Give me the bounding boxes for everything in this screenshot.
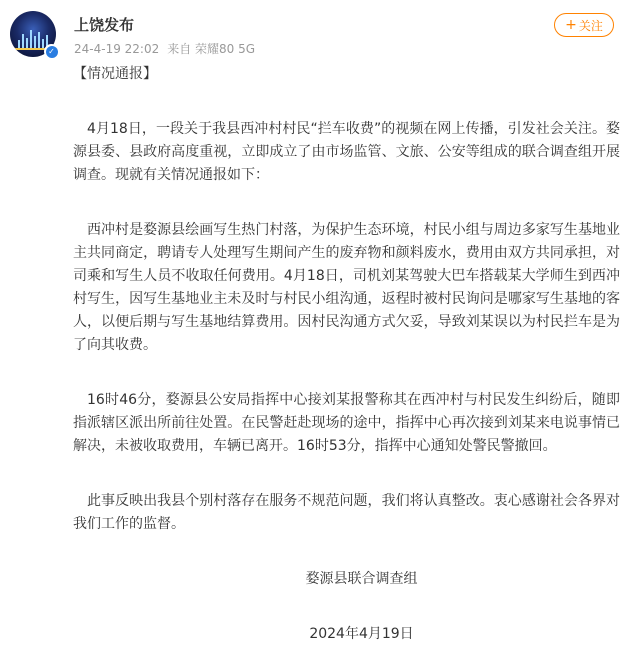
post-paragraph: 西冲村是婺源县绘画写生热门村落，为保护生态环境，村民小组与周边多家写生基地业主共同商定，聘请专人处理写生期间产生的废弃物和颜料废水，费用由双方共同承担，对司乘和写生人员不收取任何费用。4月18日，司机刘某驾驶大巴车搭载某大学师生到西冲村写生，因写生基地业主未及时与村民小组沟通，返程时被村民询问是哪家写生基地的客人，以便后期与写生基地结算费用。因村民沟通方式欠妥，导致刘某误以为村民拦车是为了向其收费。 (73, 222, 620, 353)
post-signature: 婺源县联合调查组 (305, 571, 418, 587)
avatar-cityscape-icon (17, 28, 49, 48)
plus-icon: + (565, 17, 577, 33)
post-meta (74, 40, 255, 57)
post-paragraph: 此事反映出我县个别村落存在服务不规范问题，我们将认真整改。衷心感谢社会各界对我们工作的监督。 (73, 493, 620, 532)
post-date: 2024年4月19日 (309, 626, 414, 642)
post-paragraph: 16时46分，婺源县公安局指挥中心接刘某报警称其在西冲村与村民发生纠纷后，随即指派辖区派出所前往处置。在民警赶赴现场的途中，指挥中心再次接到刘某来电说事情已解决，未被收取费用，车辆已离开。16时53分，指挥中心通知处警民警撤回。 (73, 392, 620, 454)
follow-button[interactable] (554, 13, 614, 37)
post-paragraph: 4月18日，一段关于我县西冲村村民“拦车收费”的视频在网上传播，引发社会关注。婺源县委、县政府高度重视，立即成立了由市场监管、文旅、公安等组成的联合调查组开展调查。现就有关情况通报如下： (73, 121, 620, 183)
post-timestamp[interactable]: 24-4-19 22:02 (74, 42, 160, 56)
post-content (73, 63, 620, 646)
account-name[interactable]: 上饶发布 (74, 16, 135, 34)
post-heading: 【情况通报】 (73, 66, 157, 82)
verified-badge-icon: ✓ (44, 44, 59, 59)
post-source: 来自 荣耀80 5G (167, 42, 256, 56)
follow-label: 关注 (578, 18, 603, 33)
